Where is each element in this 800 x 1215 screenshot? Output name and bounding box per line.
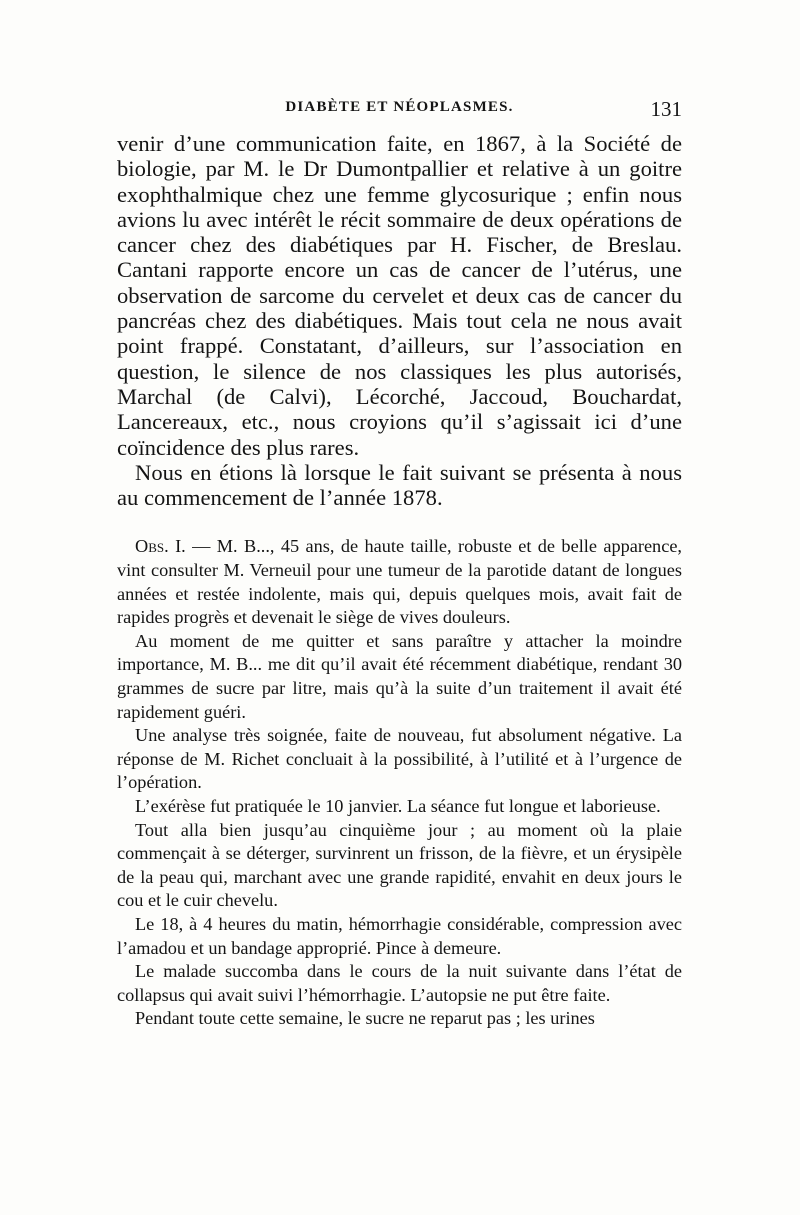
main-text <box>117 131 682 510</box>
observation-intro-text: — M. B..., 45 ans, de haute taille, robuste et de belle apparence, vint consulter M. Verneuil pour une tumeur de la parotide datant de longues années et restée indolente, mais qui, depuis quelques mois, avait fait de rapides progrès et devenait le siège de vives douleurs. <box>117 536 683 628</box>
observation-paragraph: Au moment de me quitter et sans paraître y attacher la moindre importance, M. B... me dit qu’il avait été récemment diabétique, rendant 30 grammes de sucre par litre, mais qu’à la suite d’un traitement il avait été rapidement guéri. <box>117 630 682 722</box>
observation-paragraph: Une analyse très soignée, faite de nouveau, fut absolument négative. La réponse de M. Richet concluait à la possibilité, à l’utilité et à l’urgence de l’opération. <box>117 725 682 793</box>
observation-paragraph: L’exérèse fut pratiquée le 10 janvier. La séance fut longue et laborieuse. <box>135 795 661 816</box>
observation-paragraph: Tout alla bien jusqu’au cinquième jour ; au moment où la plaie commençait à se déterger, survinrent un frisson, de la fièvre, et un érysipèle de la peau qui, marchant avec une grande rapidité, envahit en deux jours le cou et le cuir chevelu. <box>117 819 682 911</box>
observation-intro <box>117 535 682 629</box>
observation-paragraph: Le 18, à 4 heures du matin, hémorrhagie considérable, compression avec l’amadou et un bandage approprié. Pince à demeure. <box>117 913 682 958</box>
observation-block <box>117 535 682 1030</box>
page-header <box>117 97 682 123</box>
page-number: 131 <box>650 97 682 121</box>
paragraph-transition: Nous en étions là lorsque le fait suivant se présenta à nous au commencement de l’année 1878. <box>117 459 682 511</box>
page-body <box>117 131 682 1031</box>
running-title: DIABÈTE ET NÉOPLASMES. <box>285 99 514 115</box>
paragraph-continuation: venir d’une communication faite, en 1867, à la Société de biologie, par M. le Dr Dumontpallier et relative à un goitre exophthalmique chez une femme glycosurique ; enfin nous avions lu avec intérêt le récit sommaire de deux opérations de cancer chez des diabétiques par H. Fischer, de Breslau. Cantani rapporte encore un cas de cancer de l’utérus, une observation de sarcome du cervelet et deux cas de cancer du pancréas chez des diabétiques. Mais tout cela ne nous avait point frappé. Constatant, d’ailleurs, sur l’association en question, le silence de nos classiques les plus autorisés, Marchal (de Calvi), Lécorché, Jaccoud, Bouchardat, Lancereaux, etc., nous croyions qu’il s’agissait ici d’une coïncidence des plus rares. <box>117 131 682 460</box>
observation-paragraph: Le malade succomba dans le cours de la nuit suivante dans l’état de collapsus qui avait suivi l’hémorrhagie. L’autopsie ne put être faite. <box>117 961 682 1005</box>
observation-label: Obs. I. <box>135 536 186 557</box>
observation-paragraph: Pendant toute cette semaine, le sucre ne reparut pas ; les urines <box>135 1008 595 1029</box>
